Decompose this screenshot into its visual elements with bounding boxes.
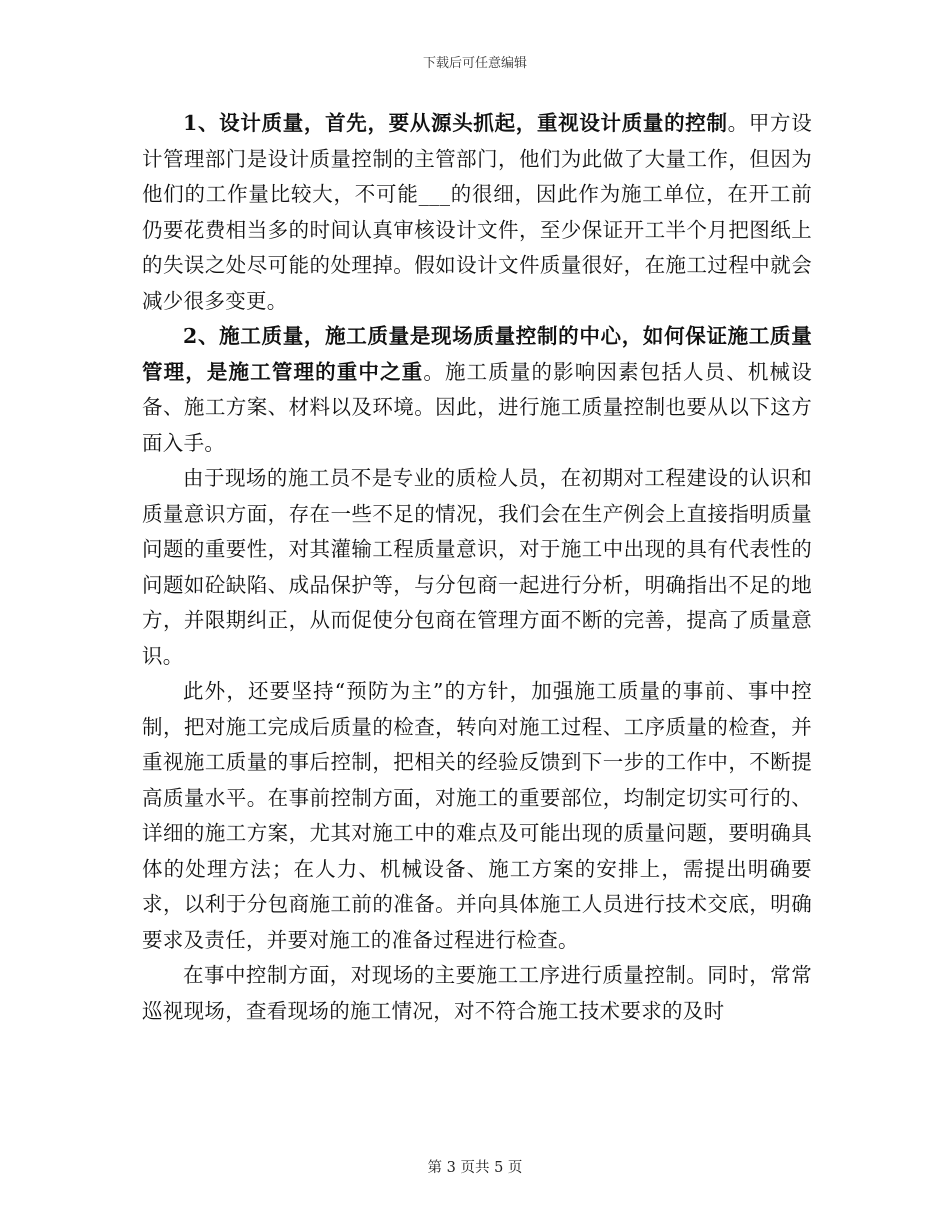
paragraph-heading: 1、设计质量，首先，要从源头抓起，重视设计质量的控制: [183, 111, 728, 135]
paragraph-text: 由于现场的施工员不是专业的质检人员，在初期对工程建设的认识和质量意识方面，存在一些不足的情况，我们会在生产例会上直接指明质量问题的重要性，对其灌输工程质量意识，对于施工中出现的具有代表性的问题如砼缺陷、成品保护等，与分包商一起进行分析，明确指出不足的地方，并限期纠正，从而促使分包商在管理方面不断的完善，提高了质量意识。: [142, 466, 812, 668]
paragraph-in-process-control: [142, 958, 812, 1029]
paragraph-text: 此外，还要坚持“预防为主”的方针，加强施工质量的事前、事中控制，把对施工完成后质量的检查，转向对施工过程、工序质量的检查，并重视施工质量的事后控制，把相关的经验反馈到下一步的工作中，不断提高质量水平。在事前控制方面，对施工的重要部位，均制定切实可行的、详细的施工方案，尤其对施工中的难点及可能出现的质量问题，要明确具体的处理方法；在人力、机械设备、施工方案的安排上，需提出明确要求，以利于分包商施工前的准备。并向具体施工人员进行技术交底，明确要求及责任，并要对施工的准备过程进行检查。: [142, 679, 812, 952]
page-number: 第 3 页共 5 页: [427, 1160, 523, 1176]
paragraph-text: 。甲方设计管理部门是设计质量控制的主管部门，他们为此做了大量工作，但因为他们的工作量比较大，不可能___的很细，因此作为施工单位，在开工前仍要花费相当多的时间认真审核设计文件，至少保证开工半个月把图纸上的失误之处尽可能的处理掉。假如设计文件质量很好，在施工过程中就会减少很多变更。: [142, 111, 813, 313]
paragraph-prevention: [142, 674, 812, 958]
paragraph-construction-quality: [142, 319, 812, 461]
paragraph-heading: 2、施工质量，施工质量是现场质量控制的中心，如何保证施工质量管理，是施工管理的重中之重: [142, 324, 812, 384]
paragraph-site-staff: [142, 461, 812, 674]
paragraph-text: 在事中控制方面，对现场的主要施工工序进行质量控制。同时，常常巡视现场，查看现场的施工情况，对不符合施工技术要求的及时: [142, 963, 812, 1023]
document-body: [142, 106, 812, 1029]
paragraph-design-quality: [142, 106, 812, 319]
page-header: 下载后可任意编辑: [422, 56, 527, 71]
paragraph-text: 。施工质量的影响因素包括人员、机械设备、施工方案、材料以及环境。因此，进行施工质量控制也要从以下这方面入手。: [142, 359, 812, 455]
